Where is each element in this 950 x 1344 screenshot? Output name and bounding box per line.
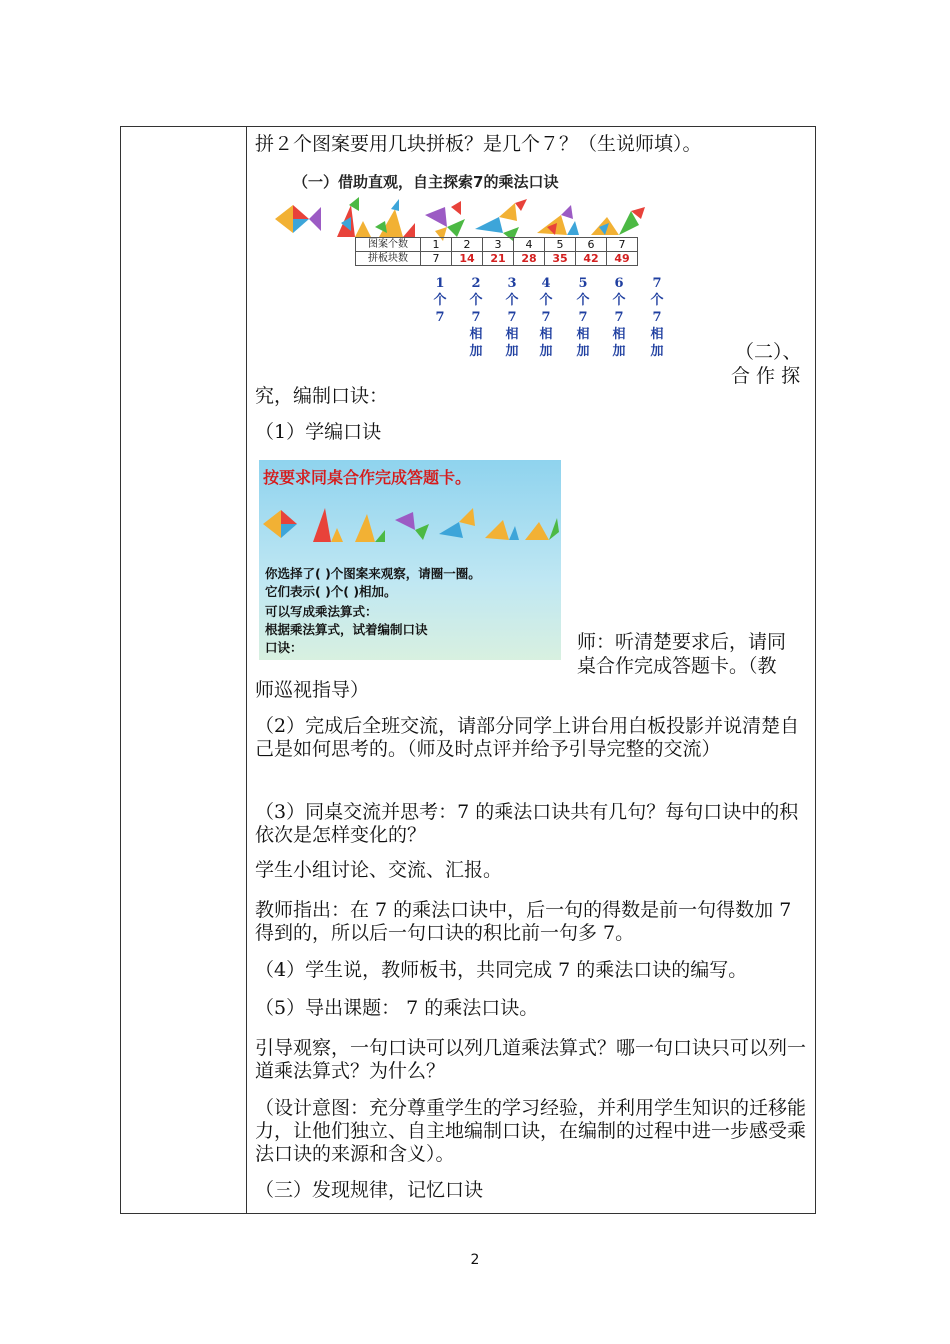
tangram-figures xyxy=(263,500,559,548)
lesson-table xyxy=(120,126,816,1214)
paragraph: （5）导出课题： 7 的乘法口诀。 xyxy=(255,997,539,1019)
paragraph: （设计意图：充分尊重学生的学习经验，并利用学生知识的迁移能力，让他们独立、自主地编制口诀，在编制的过程中进一步感受乘法口诀的来源和含义）。 xyxy=(255,1097,807,1165)
slide-image-exploration xyxy=(275,171,685,361)
table-cell: 3 xyxy=(483,238,514,252)
slide-title: （一）借助直观，自主探索7的乘法口诀 xyxy=(293,173,559,191)
table-cell: 6 xyxy=(576,238,607,252)
table-cell: 21 xyxy=(483,252,514,266)
text-line: 拼２个图案要用几块拼板？是几个７？（生说师填）。 xyxy=(255,133,702,155)
text-line: 师巡视指导） xyxy=(255,679,370,701)
column-annotation: 6 个 7 相 加 xyxy=(612,276,626,359)
table-cell: 42 xyxy=(576,252,607,266)
paragraph: （3）同桌交流并思考：7 的乘法口诀共有几句？每句口诀中的积依次是怎样变化的？ xyxy=(255,801,799,846)
text-line: （二）、 xyxy=(735,341,802,363)
slide-text: 它们表示( )个( )相加。 xyxy=(265,584,397,599)
column-annotation: 4 个 7 相 加 xyxy=(539,276,553,359)
column-annotation: 2 个 7 相 加 xyxy=(469,276,483,359)
slide-text: 可以写成乘法算式： xyxy=(265,604,378,619)
text-line: 桌合作完成答题卡。（教 xyxy=(577,655,777,677)
table-cell: 7 xyxy=(607,238,638,252)
pieces-table xyxy=(355,237,638,266)
slide-text: 口诀： xyxy=(265,640,303,655)
table-cell: 2 xyxy=(452,238,483,252)
row-label: 拼板块数 xyxy=(356,252,421,266)
table-row-counts xyxy=(356,238,638,252)
tangram-figure-7 xyxy=(591,207,645,235)
table-cell: 4 xyxy=(514,238,545,252)
slide-text: 你选择了( )个图案来观察，请圈一圈。 xyxy=(265,566,481,581)
tangram-figure-4 xyxy=(425,201,465,241)
text-line: 合 作 探 xyxy=(731,365,801,387)
slide-title: 按要求同桌合作完成答题卡。 xyxy=(263,468,472,487)
text-line: （1）学编口诀 xyxy=(255,421,382,443)
page-number: 2 xyxy=(470,1252,480,1268)
text-line: 师：听清楚要求后，请同 xyxy=(577,631,787,653)
slide-image-answer-card xyxy=(259,460,561,660)
table-cell: 5 xyxy=(545,238,576,252)
paragraph: （4）学生说，教师板书，共同完成 7 的乘法口诀的编写。 xyxy=(255,959,748,981)
table-cell: 7 xyxy=(421,252,452,266)
table-cell: 1 xyxy=(421,238,452,252)
tangram-figure-2 xyxy=(337,197,371,237)
slide-text: 根据乘法算式，试着编制口诀 xyxy=(265,622,428,637)
text-line: 究，编制口诀： xyxy=(255,385,389,407)
column-divider xyxy=(246,127,247,1213)
column-annotation: 1 个 7 xyxy=(433,276,447,325)
column-annotation: 3 个 7 相 加 xyxy=(505,276,519,359)
paragraph: 教师指出：在 7 的乘法口诀中，后一句的得数是前一句得数加 7 得到的，所以后一句口诀的积比前一句多 7。 xyxy=(255,899,792,944)
row-label: 图案个数 xyxy=(356,238,421,252)
tangram-figure-3 xyxy=(375,199,415,237)
column-annotation: 5 个 7 相 加 xyxy=(576,276,590,359)
tangram-fish xyxy=(275,205,321,233)
paragraph: 引导观察，一句口诀可以列几道乘法算式？哪一句口诀只可以列一道乘法算式？为什么？ xyxy=(255,1037,807,1082)
tangram-figure-6 xyxy=(537,205,579,235)
paragraph: 学生小组讨论、交流、汇报。 xyxy=(255,859,503,881)
column-annotation: 7 个 7 相 加 xyxy=(650,276,664,359)
table-cell: 35 xyxy=(545,252,576,266)
table-cell: 28 xyxy=(514,252,545,266)
table-cell: 14 xyxy=(452,252,483,266)
paragraph: （2）完成后全班交流，请部分同学上讲台用白板投影并说清楚自己是如何思考的。（师及时点评并给予引导完整的交流） xyxy=(255,715,800,760)
table-cell: 49 xyxy=(607,252,638,266)
table-row-pieces xyxy=(356,252,638,266)
paragraph: （三）发现规律，记忆口诀 xyxy=(255,1179,484,1201)
tangram-figure-5 xyxy=(475,199,527,241)
